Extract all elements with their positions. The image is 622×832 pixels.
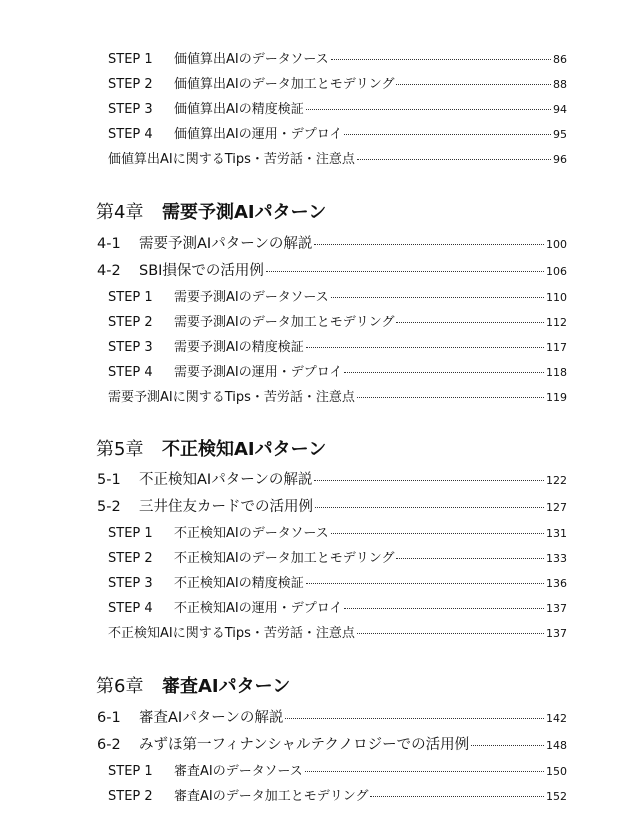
page-number: 150 (546, 765, 567, 778)
page-number: 152 (546, 790, 567, 803)
leader-dots (285, 717, 544, 719)
entry-title: 需要予測AIパターンの解説 (139, 236, 313, 252)
step-label: STEP 4 (108, 365, 153, 380)
toc-entry-step (108, 48, 567, 67)
section-number: 6-1 (97, 710, 121, 726)
step-label: STEP 1 (108, 526, 153, 541)
toc-entry-step (108, 785, 567, 804)
step-label: STEP 1 (108, 764, 153, 779)
page-number: 131 (546, 527, 567, 540)
step-label: STEP 4 (108, 601, 153, 616)
entry-title: 不正検知AIのデータ加工とモデリング (174, 551, 395, 566)
page-number: 118 (546, 366, 567, 379)
entry-title: 需要予測AIの精度検証 (174, 340, 304, 355)
toc-entry-section (97, 733, 567, 754)
toc-entry-tips (108, 386, 567, 405)
step-label: STEP 2 (108, 315, 153, 330)
entry-title: 不正検知AIに関するTips・苦労話・注意点 (108, 626, 355, 641)
entry-title: 需要予測AIの運用・デプロイ (174, 365, 343, 380)
section-number: 5-2 (97, 499, 121, 515)
leader-dots (471, 744, 544, 746)
section-number: 5-1 (97, 472, 121, 488)
section-number: 4-1 (97, 236, 121, 252)
leader-dots (305, 770, 544, 772)
page-number: 96 (553, 153, 567, 166)
leader-dots (357, 158, 551, 160)
toc-entry-section (97, 495, 567, 516)
step-label: STEP 2 (108, 789, 153, 804)
entry-title: 価値算出AIに関するTips・苦労話・注意点 (108, 152, 355, 167)
page-number: 133 (546, 552, 567, 565)
toc-entry-step (108, 336, 567, 355)
step-label: STEP 3 (108, 102, 153, 117)
section-number: 4-2 (97, 263, 121, 279)
leader-dots (331, 532, 544, 534)
toc-entry-tips (108, 622, 567, 641)
toc-entry-section (97, 259, 567, 280)
page-number: 86 (553, 53, 567, 66)
toc-entry-step (108, 286, 567, 305)
step-label: STEP 3 (108, 340, 153, 355)
entry-title: 三井住友カードでの活用例 (139, 499, 313, 515)
toc-entry-step (108, 547, 567, 566)
chapter-number: 第6章 (96, 676, 144, 697)
toc-entry-section (97, 232, 567, 253)
leader-dots (396, 557, 544, 559)
toc-entry-step (108, 572, 567, 591)
entry-title: SBI損保での活用例 (139, 263, 264, 279)
page-number: 95 (553, 128, 567, 141)
leader-dots (331, 58, 551, 60)
toc-entry-step (108, 597, 567, 616)
step-label: STEP 2 (108, 551, 153, 566)
chapter-heading (96, 198, 326, 224)
step-label: STEP 3 (108, 576, 153, 591)
leader-dots (314, 243, 544, 245)
toc-entry-section (97, 468, 567, 489)
page-number: 142 (546, 712, 567, 725)
leader-dots (331, 296, 544, 298)
toc-entry-step (108, 760, 567, 779)
page-number: 110 (546, 291, 567, 304)
step-label: STEP 1 (108, 52, 153, 67)
section-number: 6-2 (97, 737, 121, 753)
page-number: 122 (546, 474, 567, 487)
page-number: 127 (546, 501, 567, 514)
leader-dots (370, 795, 544, 797)
entry-title: 不正検知AIパターンの解説 (139, 472, 313, 488)
entry-title: 需要予測AIのデータソース (174, 290, 329, 305)
chapter-title: 需要予測AIパターン (162, 202, 327, 223)
chapter-heading (96, 435, 326, 461)
step-label: STEP 2 (108, 77, 153, 92)
toc-entry-step (108, 73, 567, 92)
entry-title: 価値算出AIのデータ加工とモデリング (174, 77, 395, 92)
leader-dots (344, 371, 544, 373)
page-number: 88 (553, 78, 567, 91)
page-number: 137 (546, 602, 567, 615)
entry-title: 価値算出AIの精度検証 (174, 102, 304, 117)
chapter-title: 審査AIパターン (162, 676, 291, 697)
chapter-heading (96, 672, 290, 698)
leader-dots (396, 321, 544, 323)
page-number: 117 (546, 341, 567, 354)
entry-title: 審査AIパターンの解説 (139, 710, 284, 726)
toc-entry-tips (108, 148, 567, 167)
entry-title: 不正検知AIの運用・デプロイ (174, 601, 343, 616)
toc-entry-step (108, 311, 567, 330)
entry-title: みずほ第一フィナンシャルテクノロジーでの活用例 (139, 737, 470, 753)
leader-dots (344, 133, 551, 135)
page-number: 94 (553, 103, 567, 116)
leader-dots (357, 396, 544, 398)
entry-title: 審査AIのデータ加工とモデリング (174, 789, 369, 804)
page-number: 100 (546, 238, 567, 251)
entry-title: 不正検知AIの精度検証 (174, 576, 304, 591)
leader-dots (396, 83, 551, 85)
entry-title: 価値算出AIのデータソース (174, 52, 329, 67)
toc-entry-step (108, 98, 567, 117)
entry-title: 価値算出AIの運用・デプロイ (174, 127, 343, 142)
page-number: 137 (546, 627, 567, 640)
leader-dots (266, 270, 544, 272)
entry-title: 不正検知AIのデータソース (174, 526, 329, 541)
leader-dots (315, 506, 544, 508)
leader-dots (314, 479, 544, 481)
step-label: STEP 1 (108, 290, 153, 305)
chapter-number: 第5章 (96, 439, 144, 460)
leader-dots (306, 582, 544, 584)
toc-entry-step (108, 522, 567, 541)
toc-entry-section (97, 706, 567, 727)
leader-dots (306, 346, 544, 348)
page-number: 136 (546, 577, 567, 590)
leader-dots (306, 108, 551, 110)
toc-entry-step (108, 123, 567, 142)
toc-entry-step (108, 361, 567, 380)
entry-title: 需要予測AIのデータ加工とモデリング (174, 315, 395, 330)
page-number: 119 (546, 391, 567, 404)
page-number: 148 (546, 739, 567, 752)
page-number: 106 (546, 265, 567, 278)
step-label: STEP 4 (108, 127, 153, 142)
entry-title: 需要予測AIに関するTips・苦労話・注意点 (108, 390, 355, 405)
page-number: 112 (546, 316, 567, 329)
entry-title: 審査AIのデータソース (174, 764, 303, 779)
leader-dots (344, 607, 544, 609)
leader-dots (357, 632, 544, 634)
chapter-title: 不正検知AIパターン (162, 439, 327, 460)
chapter-number: 第4章 (96, 202, 144, 223)
